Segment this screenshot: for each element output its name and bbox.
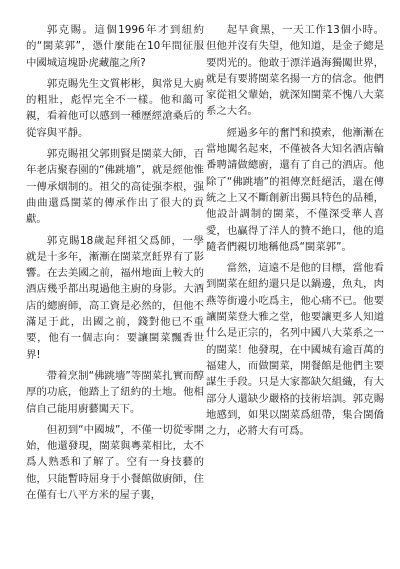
paragraph: 郭克賜祖父郭則賢是閩菜大師，百年老店聚春園的“佛跳墻”，就是經他惟一傳承烟制的。祖父的高徒强李根，强曲曲還爲閩菜的傳承作出了很大的貢獻。 xyxy=(26,148,204,226)
paragraph: 帶着烹制“佛跳墻”等閩菜扎實而醇厚的功底，他踏上了紐約的土地。他相信自己能用廚藝闖天下。 xyxy=(26,369,204,415)
paragraph: 但初到“中國城”，不僅一切從零開始，他還發現，閩菜與粵菜相比，太不爲人熟悉和了解了。空有一身技藝的他，只能暫時屈身于小餐館做廚師，住在僅有七八平方米的屋子裏， xyxy=(26,423,204,502)
paragraph: 郭克賜。這個1996年才到紐約的“閩菜郭”，憑什麼能在10年間征服中國城這塊卧虎藏龍之所? xyxy=(26,24,204,69)
left-column xyxy=(26,22,204,508)
paragraph: 起早貪黑，一天工作13個小時。但他并沒有失望，他知道，是金子總是要閃光的。他敢于漂洋過海獨闖世界，就是有要將閩菜名揚一方的信念。他們家從祖父輩始，就深知閩菜不愧八大菜系之大名。 xyxy=(206,24,384,118)
paragraph: 郭克賜18歲起拜祖父爲師，一學就是十多年，漸漸在閩菜烹飪界有了影響。在去美國之前，福州地面上較大的酒店幾乎都出現過他主廚的身影。大酒店的總廚師，高工資是必然的，但他不滿足于此，出國之前，錢對他已不重要，他有一個志向：要讓閩菜飄香世界! xyxy=(26,234,204,361)
paragraph: 經過多年的奮鬥和摸索，他漸漸在當地闖名起來，不僅被各大知名酒店輪番聘請做總廚，還有了自己的酒店。他除了“佛跳墻”的祖傳烹飪絕活，還在傳統之上又不斷創新出獨具特色的品種，他設計調制的閩菜，不僅深受華人喜愛，也贏得了洋人的贊不絶口，他的追隨者們親切地稱他爲“閩菜郭”。 xyxy=(206,126,384,253)
paragraph: 郭克賜先生文質彬彬，與常見大廚的粗壯，彪悍完全不一樣。他和藹可親，看着他可以感到一種歷經滄桑后的從容與平靜。 xyxy=(26,77,204,139)
paragraph: 當然，這遠不是他的目標，當他看到閩菜在紐約還只是以鍋邊，魚丸，肉燕等街邊小吃爲主，他心痛不已。他要讓閩菜登大雅之堂，他要讓更多人知道什么是正宗的，名列中國八大菜系之一的閩菜！他發現，在中國城有逾百萬的福建人，而做閩菜，開餐館是他們主要謀生手段。只是大家都缺欠組織，有大部分人還缺少嚴格的技術培訓。郭克賜地感到，如果以閩菜爲紐帶，集合閩僑之力，必將大有可爲。 xyxy=(206,262,384,438)
right-column xyxy=(206,22,384,444)
